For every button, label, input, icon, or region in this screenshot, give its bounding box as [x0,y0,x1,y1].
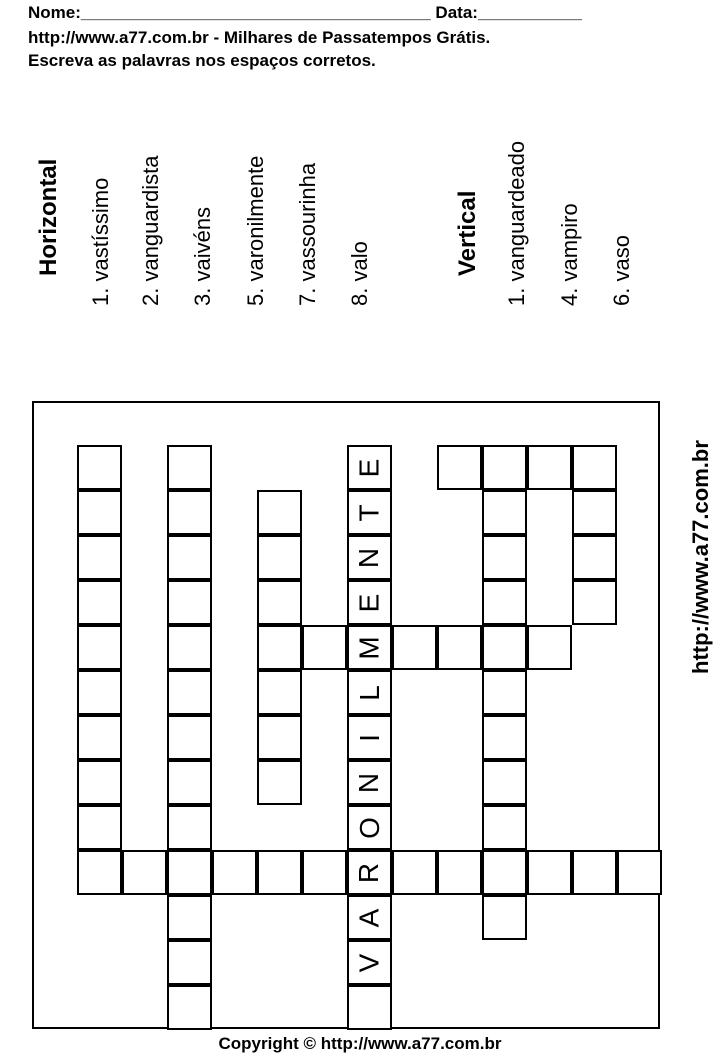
grid-letter-text: L [353,684,385,701]
grid-cell[interactable] [167,985,212,1030]
grid-cell[interactable] [437,850,482,895]
grid-cell[interactable] [77,850,122,895]
grid-cell[interactable] [482,670,527,715]
grid-cell[interactable] [167,490,212,535]
grid-letter-text: O [353,816,385,839]
grid-letter-text: V [353,953,385,972]
grid-letter [347,580,392,625]
grid-cell[interactable] [572,445,617,490]
grid-cell[interactable] [482,580,527,625]
grid-cell[interactable] [527,445,572,490]
grid-letter-text: R [353,862,385,883]
grid-cell[interactable] [77,535,122,580]
grid-cell[interactable] [257,625,302,670]
grid-cell[interactable] [122,850,167,895]
grid-cell[interactable] [167,895,212,940]
grid-cell[interactable] [167,670,212,715]
grid-cell[interactable] [482,895,527,940]
puzzle-frame [32,401,660,1029]
grid-cell[interactable] [572,535,617,580]
grid-cell[interactable] [167,805,212,850]
grid-letter [347,805,392,850]
grid-cell[interactable] [77,625,122,670]
horizontal-clue-5: 5. varonilmente [243,155,268,306]
grid-letter-text: A [353,908,385,927]
site-tagline: http://www.a77.com.br - Milhares de Passatempos Grátis. [28,28,491,47]
name-date-line: Nome:_____________________________________ Data:___________ [28,3,582,22]
grid-cell[interactable] [347,985,392,1030]
grid-letter-text: E [353,458,385,477]
grid-cell[interactable] [482,490,527,535]
grid-cell[interactable] [77,805,122,850]
horizontal-clue-1: 1. vastíssimo [88,177,113,306]
grid-letter [347,670,392,715]
grid-cell[interactable] [257,760,302,805]
grid-cell[interactable] [572,490,617,535]
grid-letter [347,490,392,535]
grid-letter-text: E [353,593,385,612]
grid-cell[interactable] [482,715,527,760]
grid-letter-text: N [353,772,385,793]
grid-letter [347,535,392,580]
grid-cell[interactable] [482,445,527,490]
grid-cell[interactable] [257,670,302,715]
grid-cell[interactable] [572,850,617,895]
grid-cell[interactable] [482,625,527,670]
vertical-title: Vertical [454,190,481,276]
grid-letter-text: N [353,547,385,568]
grid-letter [347,715,392,760]
grid-cell[interactable] [257,490,302,535]
grid-cell[interactable] [482,850,527,895]
grid-cell[interactable] [167,715,212,760]
grid-letter-text: M [353,635,385,660]
grid-cell[interactable] [77,490,122,535]
grid-letter [347,940,392,985]
vertical-clue-4: 4. vampiro [557,203,582,306]
grid-cell[interactable] [167,445,212,490]
instructions: Escreva as palavras nos espaços corretos. [28,51,376,70]
side-url: http://www.a77.com.br [688,440,713,674]
grid-cell[interactable] [527,850,572,895]
grid-cell[interactable] [482,535,527,580]
grid-cell[interactable] [392,850,437,895]
vertical-clue-1: 1. vanguardeado [504,140,529,306]
grid-cell[interactable] [482,760,527,805]
grid-cell[interactable] [257,535,302,580]
grid-cell[interactable] [617,850,662,895]
grid-letter [347,850,392,895]
vertical-clue-6: 6. vaso [609,235,634,306]
horizontal-clue-3: 3. vaivéns [190,206,215,306]
grid-cell[interactable] [482,805,527,850]
grid-cell[interactable] [77,670,122,715]
grid-cell[interactable] [302,850,347,895]
grid-cell[interactable] [392,625,437,670]
copyright: Copyright © http://www.a77.com.br [218,1034,502,1053]
grid-cell[interactable] [167,760,212,805]
grid-cell[interactable] [77,445,122,490]
grid-letter-text: I [353,733,385,742]
grid-cell[interactable] [167,625,212,670]
horizontal-clue-2: 2. vanguardista [138,155,163,306]
grid-letter [347,760,392,805]
grid-cell[interactable] [257,715,302,760]
grid-cell[interactable] [77,715,122,760]
grid-letter [347,895,392,940]
grid-cell[interactable] [77,760,122,805]
grid-cell[interactable] [257,580,302,625]
grid-cell[interactable] [527,625,572,670]
grid-cell[interactable] [77,580,122,625]
grid-letter [347,625,392,670]
horizontal-clue-8: 8. valo [347,241,372,306]
horizontal-title: Horizontal [35,158,62,276]
grid-letter-text: T [353,503,385,522]
grid-cell[interactable] [437,625,482,670]
grid-cell[interactable] [437,445,482,490]
horizontal-clue-7: 7. vassourinha [295,162,320,306]
grid-cell[interactable] [257,850,302,895]
grid-cell[interactable] [167,580,212,625]
grid-cell[interactable] [167,535,212,580]
grid-letter [347,445,392,490]
grid-cell[interactable] [572,580,617,625]
grid-cell[interactable] [167,850,212,895]
grid-cell[interactable] [302,625,347,670]
grid-cell[interactable] [167,940,212,985]
grid-cell[interactable] [212,850,257,895]
